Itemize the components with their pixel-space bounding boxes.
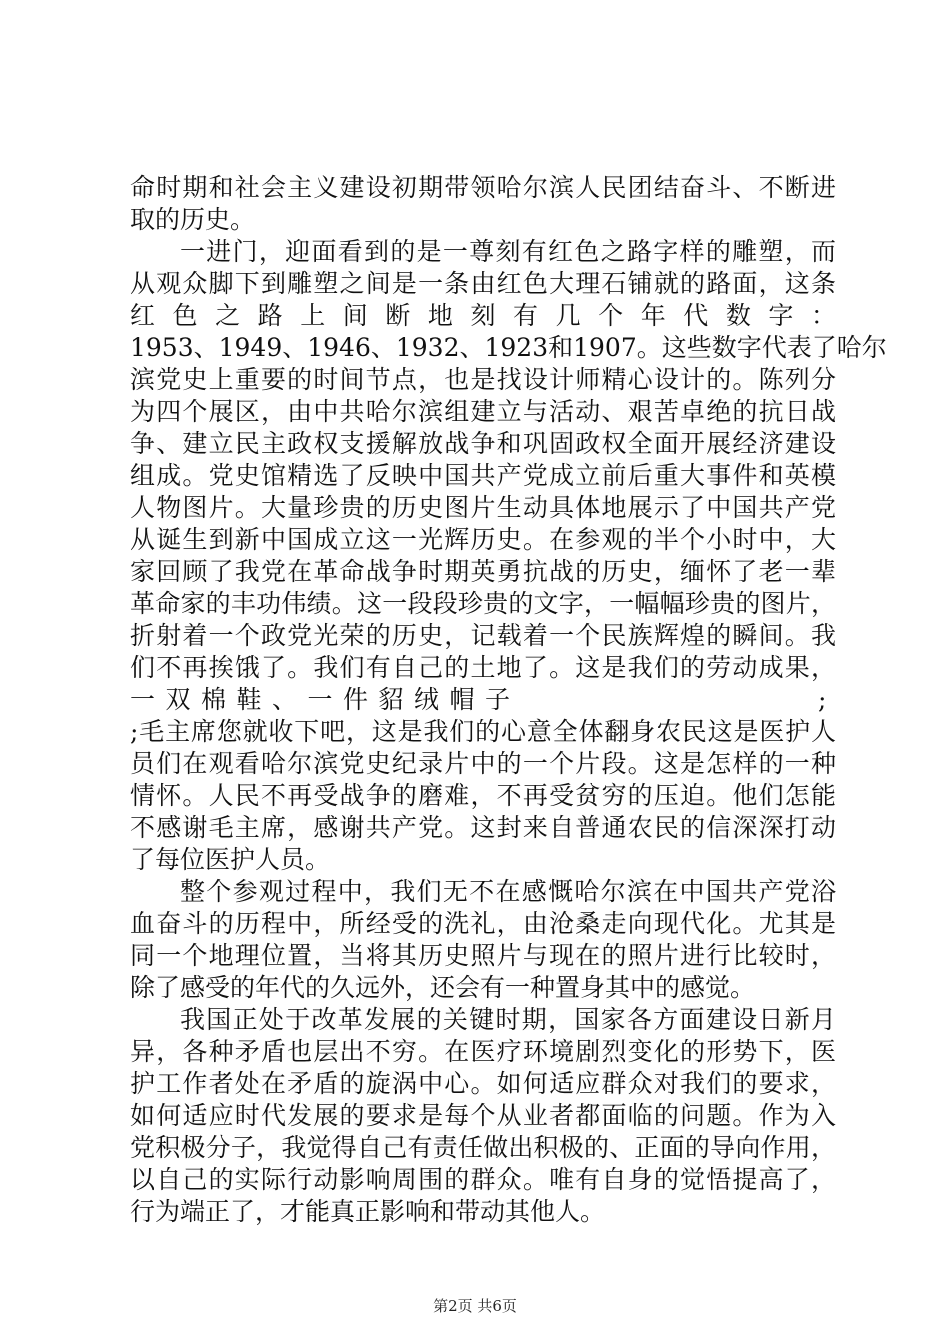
text-line: 了每位医护人员。 xyxy=(130,845,331,874)
page-number-footer: 第2页 共6页 xyxy=(433,1297,517,1315)
text-line: 为四个展区，由中共哈尔滨组建立与活动、艰苦卓绝的抗日战 xyxy=(130,397,836,426)
text-line: ;毛主席您就收下吧，这是我们的心意全体翻身农民这是医护人 xyxy=(130,717,836,746)
text-line: 一双棉鞋、一件貂绒帽子 xyxy=(130,685,510,714)
text-line: 情怀。人民不再受战争的磨难，不再受贫穷的压迫。他们怎能 xyxy=(130,781,836,810)
text-line: 护工作者处在矛盾的旋涡中心。如何适应群众对我们的要求， xyxy=(130,1069,836,1098)
text-line: 组成。党史馆精选了反映中国共产党成立前后重大事件和英模 xyxy=(130,461,836,490)
text-line: 党积极分子，我觉得自己有责任做出积极的、正面的导向作用， xyxy=(130,1133,836,1162)
text-line: 红色之路上间断地刻有几个年代数字： xyxy=(130,301,836,330)
text-line: 1953、1949、1946、1932、1923和1907。这些数字代表了哈尔 xyxy=(130,333,887,362)
text-line: 血奋斗的历程中，所经受的洗礼，由沧桑走向现代化。尤其是 xyxy=(130,909,836,938)
text-line: 除了感受的年代的久远外，还会有一种置身其中的感觉。 xyxy=(130,973,756,1002)
text-line: 命时期和社会主义建设初期带领哈尔滨人民团结奋斗、不断进 xyxy=(130,173,836,202)
text-line: 滨党史上重要的时间节点，也是找设计师精心设计的。陈列分 xyxy=(130,365,836,394)
text-line: 以自己的实际行动影响周围的群众。唯有自身的觉悟提高了， xyxy=(130,1165,836,1194)
text-line: 行为端正了，才能真正影响和带动其他人。 xyxy=(130,1197,606,1226)
text-line: 人物图片。大量珍贵的历史图片生动具体地展示了中国共产党 xyxy=(130,493,836,522)
text-line: 折射着一个政党光荣的历史，记载着一个民族辉煌的瞬间。我 xyxy=(130,621,836,650)
paragraph-start-line: 整个参观过程中，我们无不在感慨哈尔滨在中国共产党浴 xyxy=(180,877,836,906)
text-line: 争、建立民主政权支援解放战争和巩固政权全面开展经济建设 xyxy=(130,429,836,458)
text-line-fragment: ; xyxy=(818,685,827,714)
text-line: 家回顾了我党在革命战争时期英勇抗战的历史，缅怀了老一辈 xyxy=(130,557,836,586)
text-line: 革命家的丰功伟绩。这一段段珍贵的文字，一幅幅珍贵的图片， xyxy=(130,589,836,618)
text-line: 同一个地理位置，当将其历史照片与现在的照片进行比较时， xyxy=(130,941,836,970)
paragraph-start-line: 一进门，迎面看到的是一尊刻有红色之路字样的雕塑，而 xyxy=(180,237,836,266)
paragraph-start-line: 我国正处于改革发展的关键时期，国家各方面建设日新月 xyxy=(180,1005,836,1034)
text-line: 从观众脚下到雕塑之间是一条由红色大理石铺就的路面，这条 xyxy=(130,269,836,298)
text-line: 不感谢毛主席，感谢共产党。这封来自普通农民的信深深打动 xyxy=(130,813,836,842)
text-line: 员们在观看哈尔滨党史纪录片中的一个片段。这是怎样的一种 xyxy=(130,749,836,778)
text-line: 们不再挨饿了。我们有自己的土地了。这是我们的劳动成果， xyxy=(130,653,836,682)
text-line: 从诞生到新中国成立这一光辉历史。在参观的半个小时中，大 xyxy=(130,525,836,554)
text-line: 异，各种矛盾也层出不穷。在医疗环境剧烈变化的形势下，医 xyxy=(130,1037,836,1066)
text-line: 如何适应时代发展的要求是每个从业者都面临的问题。作为入 xyxy=(130,1101,836,1130)
text-line: 取的历史。 xyxy=(130,205,256,234)
